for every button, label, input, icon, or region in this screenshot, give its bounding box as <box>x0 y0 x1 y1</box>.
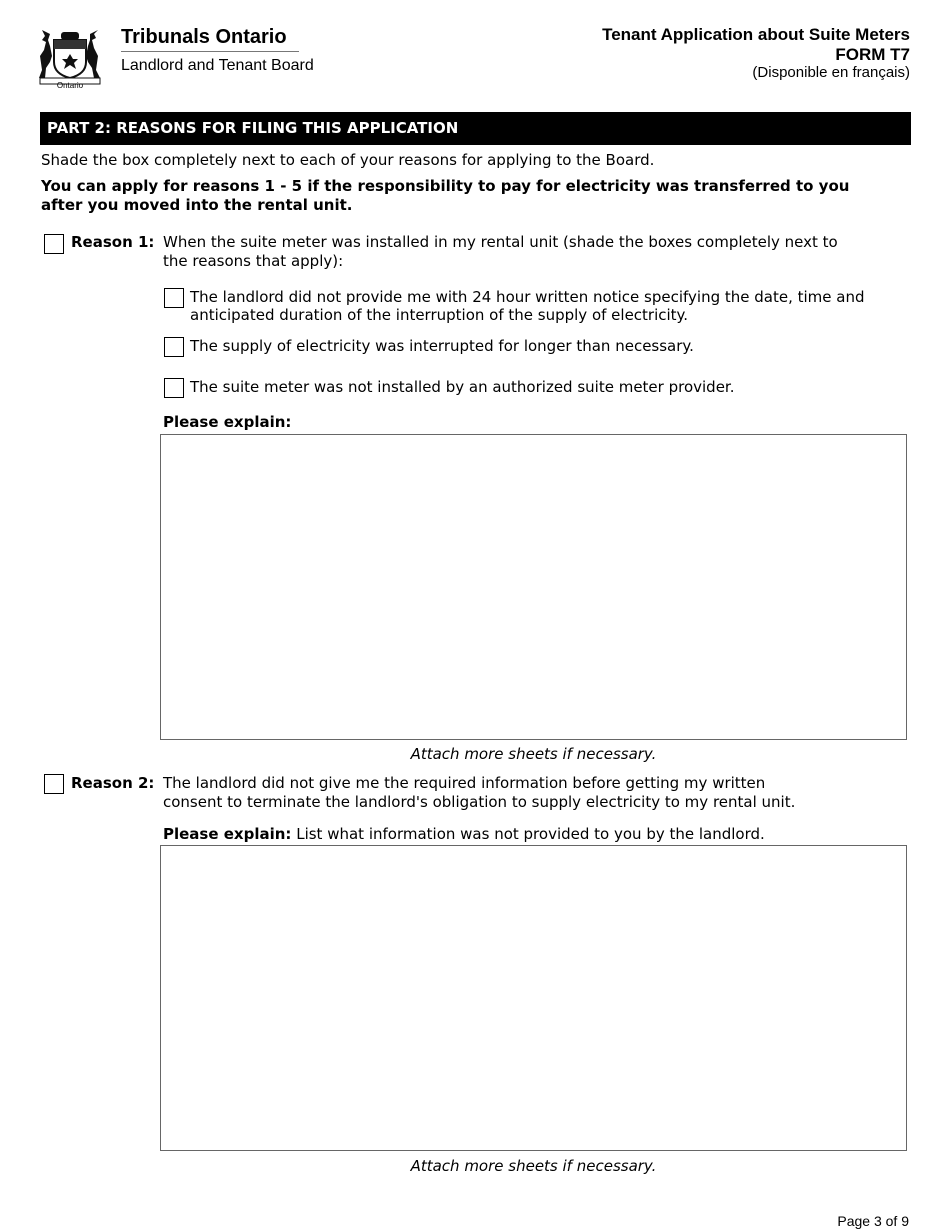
org-divider <box>121 51 299 52</box>
ontario-logo <box>36 26 104 92</box>
reason1-option1-line1: The landlord did not provide me with 24 hour written notice specifying the date, time and <box>190 288 865 306</box>
reason2-attach-note: Attach more sheets if necessary. <box>410 1157 657 1175</box>
org-name: Tribunals Ontario <box>121 26 287 48</box>
reason2-explain-label: Please explain: <box>163 825 292 843</box>
reason1-option3-text: The suite meter was not installed by an authorized suite meter provider. <box>190 378 735 396</box>
reason1-option1-line2: anticipated duration of the interruption of the supply of electricity. <box>190 306 689 324</box>
reason2-text-line1: The landlord did not give me the required information before getting my written <box>163 774 766 792</box>
form-number: FORM T7 <box>835 45 910 64</box>
bold-note-line2: after you moved into the rental unit. <box>41 196 353 214</box>
part-heading: PART 2: REASONS FOR FILING THIS APPLICATION <box>40 112 911 145</box>
page-number: Page 3 of 9 <box>837 1213 909 1229</box>
reason1-option3-checkbox[interactable] <box>164 378 184 398</box>
reason1-attach-note: Attach more sheets if necessary. <box>410 745 657 763</box>
org-subtitle: Landlord and Tenant Board <box>121 57 314 74</box>
logo-caption: Ontario <box>56 81 84 90</box>
reason1-explain-label: Please explain: <box>163 413 292 431</box>
reason1-text-line1: When the suite meter was installed in my rental unit (shade the boxes completely next to <box>163 233 838 251</box>
reason2-explain-line <box>163 825 765 844</box>
reason2-checkbox[interactable] <box>44 774 64 794</box>
instruction-text: Shade the box completely next to each of your reasons for applying to the Board. <box>41 151 655 169</box>
reason2-text-line2: consent to terminate the landlord's obligation to supply electricity to my rental unit. <box>163 793 796 811</box>
form-title: Tenant Application about Suite Meters <box>602 25 910 44</box>
reason1-checkbox[interactable] <box>44 234 64 254</box>
reason2-explain-textarea[interactable] <box>160 845 907 1151</box>
french-note: (Disponible en français) <box>752 64 910 81</box>
reason1-text-line2: the reasons that apply): <box>163 252 344 270</box>
reason1-explain-textarea[interactable] <box>160 434 907 740</box>
reason1-option2-checkbox[interactable] <box>164 337 184 357</box>
reason1-option1-checkbox[interactable] <box>164 288 184 308</box>
reason1-option2-text: The supply of electricity was interrupted for longer than necessary. <box>190 337 694 355</box>
reason2-label: Reason 2: <box>71 774 155 792</box>
form-header <box>602 25 910 81</box>
bold-note-line1: You can apply for reasons 1 - 5 if the responsibility to pay for electricity was transferred to you <box>41 177 850 195</box>
reason2-explain-detail: List what information was not provided to you by the landlord. <box>296 825 765 843</box>
reason1-label: Reason 1: <box>71 233 155 251</box>
